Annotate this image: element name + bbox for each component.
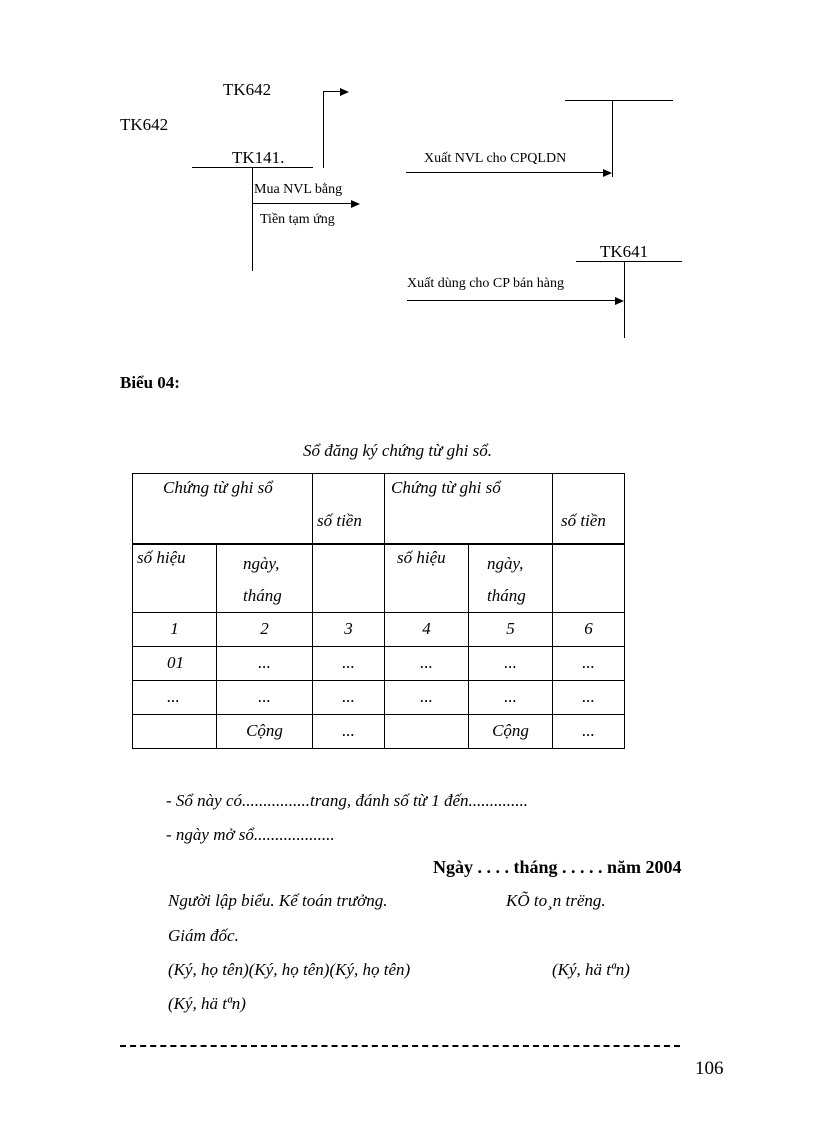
table-cell: ... <box>553 714 625 748</box>
table-cell: ... <box>469 680 553 714</box>
header-amount-label: số tiền <box>561 510 606 530</box>
subheader-empty-cell <box>313 544 385 613</box>
table-total-row <box>133 714 625 748</box>
header-amount-cell <box>553 474 625 544</box>
table-cell: ... <box>313 714 385 748</box>
page-number: 106 <box>695 1058 724 1079</box>
total-label-cell: Cộng <box>217 714 313 748</box>
table-cell: ... <box>217 680 313 714</box>
account-label-tk642-top: TK642 <box>223 80 272 99</box>
flow-top-line <box>323 91 340 92</box>
note-page-count: - Sổ này có................trang, đánh số từ 1 đến.............. <box>166 791 528 810</box>
col-number-cell: 6 <box>553 612 625 646</box>
sign-instructions-last: (Ký, hä tªn) <box>168 994 246 1013</box>
header-amount-cell <box>313 474 385 544</box>
table-subheader-row <box>133 544 625 613</box>
table-cell <box>385 714 469 748</box>
account-label-tk641: TK641 <box>600 242 649 261</box>
header-amount-label: số tiền <box>317 510 362 530</box>
table-cell: ... <box>217 646 313 680</box>
table-cell: ... <box>385 646 469 680</box>
table-cell <box>133 714 217 748</box>
col-number-cell: 2 <box>217 612 313 646</box>
subheader-ngay-cell <box>469 544 553 613</box>
subheader-empty-cell <box>553 544 625 613</box>
table-cell: ... <box>553 680 625 714</box>
table-cell: ... <box>385 680 469 714</box>
table-cell: ... <box>313 680 385 714</box>
header-group-label: Chứng từ ghi sổ <box>391 478 501 497</box>
subheader-ngay-line2: tháng <box>487 585 526 605</box>
table-title: Sổ đăng ký chứng từ ghi sổ. <box>303 441 492 460</box>
tk141-vertical-line <box>252 167 253 271</box>
account-label-tk642-left: TK642 <box>120 115 169 134</box>
table-cell: ... <box>469 646 553 680</box>
cell-text: ... <box>167 687 180 706</box>
subheader-so-hieu: số hiệu <box>397 547 446 567</box>
register-table <box>132 473 625 749</box>
arrow-right-icon <box>340 88 349 96</box>
entry-mua-nvl-arrow-line <box>252 203 351 204</box>
entry-mua-nvl-line2: Tiền tạm ứng <box>260 212 335 227</box>
table-row <box>133 646 625 680</box>
table-cell: ... <box>553 646 625 680</box>
section-heading: Biểu 04: <box>120 373 180 392</box>
subheader-ngay-line2: tháng <box>243 585 282 605</box>
note-open-date: - ngày mở sổ................... <box>166 825 335 844</box>
header-group-label: Chứng từ ghi sổ <box>163 478 273 497</box>
total-label-cell: Cộng <box>469 714 553 748</box>
tk641-t-account-line <box>576 261 682 262</box>
subheader-so-hieu: số hiệu <box>137 547 186 567</box>
tk641-vertical-line <box>624 261 625 338</box>
entry-mua-nvl-line1: Mua NVL bằng <box>254 182 343 197</box>
arrow-right-icon <box>351 200 360 208</box>
audit-line: KÕ to¸n trëng. <box>506 891 606 910</box>
signers-line: Người lập biểu. Kế toán trưởng. <box>168 891 388 910</box>
subheader-so-hieu-cell <box>385 544 469 613</box>
entry-xuat-cp-ban-hang: Xuất dùng cho CP bán hàng <box>407 276 564 291</box>
entry-xuat-cp-arrow-line <box>407 300 615 301</box>
sign-instructions: (Ký, họ tên)(Ký, họ tên)(Ký, họ tên) <box>168 960 411 979</box>
footer-divider <box>120 1045 680 1047</box>
header-group-cell <box>133 474 313 544</box>
tk642-right-vertical-line <box>612 100 613 177</box>
director-line: Giám đốc. <box>168 926 239 945</box>
col-number-cell: 3 <box>313 612 385 646</box>
flow-vertical-line <box>323 91 324 168</box>
column-number-row <box>133 612 625 646</box>
subheader-so-hieu-cell <box>133 544 217 613</box>
col-number-cell: 4 <box>385 612 469 646</box>
arrow-right-icon <box>615 297 624 305</box>
subheader-ngay-cell <box>217 544 313 613</box>
header-group-cell <box>385 474 553 544</box>
tk642-right-t-line <box>565 100 673 101</box>
col-number-cell: 1 <box>133 612 217 646</box>
subheader-ngay-line1: ngày, <box>243 553 280 573</box>
cell-text: 01 <box>167 653 184 672</box>
entry-xuat-nvl-cpqldn: Xuất NVL cho CPQLDN <box>424 151 567 166</box>
account-label-tk141: TK141. <box>232 148 285 167</box>
table-cell: ... <box>313 646 385 680</box>
subheader-ngay-line1: ngày, <box>487 553 524 573</box>
table-cell <box>133 646 217 680</box>
sign-instructions-right: (Ký, hä tªn) <box>552 960 630 979</box>
table-header-row <box>133 474 625 544</box>
table-row <box>133 680 625 714</box>
entry-xuat-nvl-arrow-line <box>406 172 603 173</box>
date-line: Ngày . . . . tháng . . . . . năm 2004 <box>433 857 682 877</box>
table-cell <box>133 680 217 714</box>
col-number-cell: 5 <box>469 612 553 646</box>
arrow-right-icon <box>603 169 612 177</box>
